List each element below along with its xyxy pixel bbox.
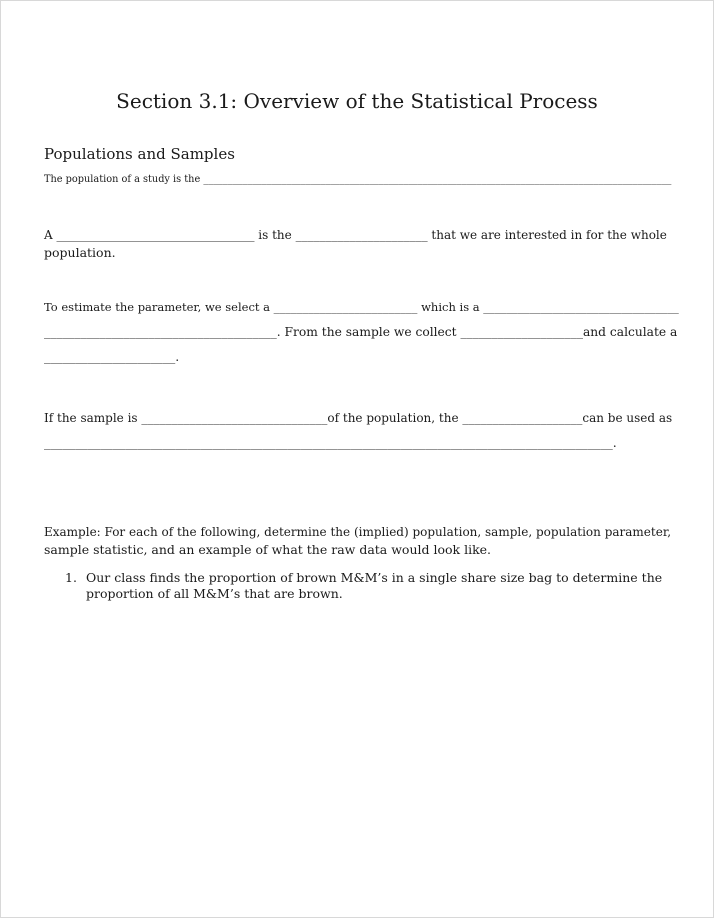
list-item-number: 1. <box>65 570 77 585</box>
paragraph-estimate-line-3: _____________________. <box>44 349 180 364</box>
paragraph-population-definition: The population of a study is the ________________________________________________________________________________________________ <box>44 174 672 185</box>
paragraph-parameter-line-2: population. <box>44 245 116 260</box>
paragraph-sample-line-1: If the sample is _______________________________of the population, the ____________________can be used as <box>44 411 673 425</box>
paragraph-estimate-line-2: ______________________________________. From the sample we collect ____________________and calculate a <box>44 325 678 339</box>
list-item-line-1: Our class finds the proportion of brown M&M’s in a single share size bag to determine the <box>86 570 663 585</box>
paragraph-sample-line-2: ___________________________________________________________________________________________. <box>44 435 617 450</box>
example-intro-line-1: Example: For each of the following, determine the (implied) population, sample, population parameter, <box>44 525 672 539</box>
paragraph-parameter-line-1: A _________________________________ is the ______________________ that we are interested in for the whole <box>44 228 667 242</box>
list-item-line-2: proportion of all M&M’s that are brown. <box>86 586 343 601</box>
section-heading: Populations and Samples <box>44 145 235 163</box>
page-title: Section 3.1: Overview of the Statistical Process <box>116 89 598 113</box>
paragraph-estimate-line-1: To estimate the parameter, we select a _________________________ which is a __________________________________ <box>44 300 679 314</box>
example-intro-line-2: sample statistic, and an example of what the raw data would look like. <box>44 542 492 557</box>
